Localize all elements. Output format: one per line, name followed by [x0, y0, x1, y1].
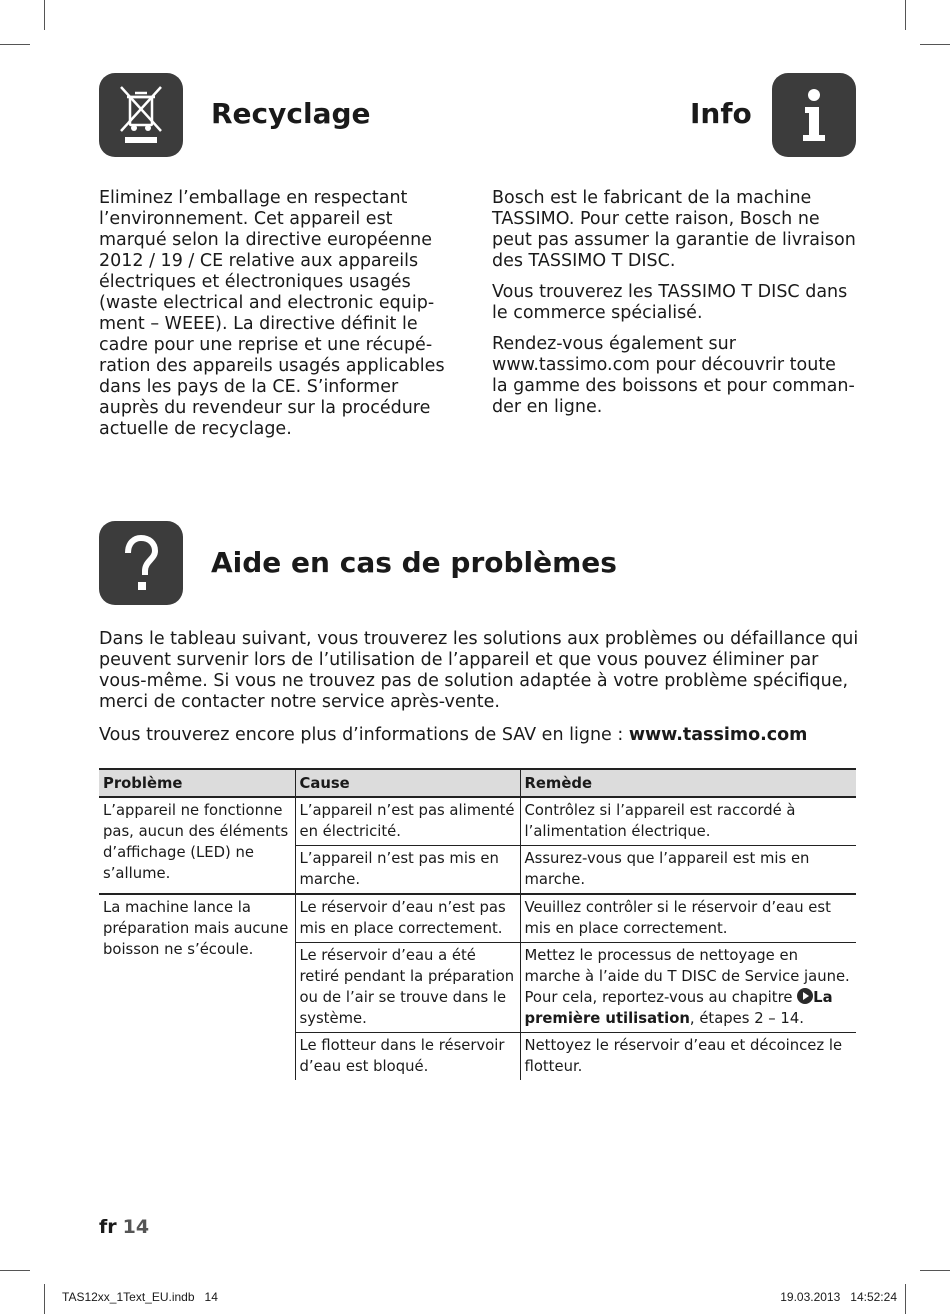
header-cause: Cause	[295, 769, 520, 797]
help-intro-paragraph: Dans le tableau suivant, vous trouverez les solutions aux problèmes ou défaillance qui peuvent survenir lors de l’utilisation de l’appareil et que vous pouvez éliminer par vous-même. Si vous ne trouvez pas de solution adaptée à votre problème spécifique, merci de contacter notre service après-vente.	[99, 629, 859, 712]
language-code: fr	[99, 1216, 117, 1238]
help-intro	[99, 629, 859, 756]
cause-cell: Le réservoir d’eau n’est pas mis en place correctement.	[295, 894, 520, 943]
crop-mark	[0, 44, 30, 45]
cause-cell: Le flotteur dans le réservoir d’eau est bloqué.	[295, 1033, 520, 1081]
info-i-icon	[772, 73, 856, 157]
chapter-ref-link[interactable]: La première utilisation	[524, 989, 833, 1027]
header-problem: Problème	[99, 769, 295, 797]
page-number	[99, 1216, 149, 1238]
info-paragraph-1: Bosch est le fabricant de la machine TASSIMO. Pour cette raison, Bosch ne peut pas assumer la garantie de livraison des TASSIMO T DISC.	[492, 188, 856, 271]
header-remedy: Remède	[520, 769, 856, 797]
date-slug: 19.03.2013 14:52:24	[780, 1290, 897, 1304]
crop-mark	[0, 1270, 30, 1271]
crop-mark	[920, 44, 950, 45]
remedy-cell: Assurez-vous que l’appareil est mis en marche.	[520, 846, 856, 895]
problem-cell: L’appareil ne fonctionne pas, aucun des éléments d’affichage (LED) ne s’allume.	[103, 802, 289, 882]
recycling-paragraph: Eliminez l’emballage en respectant l’environnement. Cet appareil est marqué selon la directive européenne 2012 / 19 / CE relative aux appareils électriques et électroniques usagés (waste electrical and electronic equipment – WEEE). La directive définit le cadre pour une reprise et une récupération des appareils usagés applicables dans les pays de la CE. S’informer auprès du revendeur sur la procédure actuelle de recyclage.	[99, 188, 445, 439]
cause-cell: L’appareil n’est pas alimenté en électricité.	[295, 797, 520, 846]
problem-cell: La machine lance la préparation mais aucune boisson ne s’écoule.	[99, 894, 295, 1080]
info-paragraph-3: Rendez-vous également sur www.tassimo.com pour découvrir toute la gamme des boissons et pour commander en ligne.	[492, 334, 855, 417]
remedy-cell	[520, 943, 856, 1033]
remedy-cell: Contrôlez si l’appareil est raccordé à l’alimentation électrique.	[520, 797, 856, 846]
file-slug: TAS12xx_1Text_EU.indb 14	[62, 1290, 218, 1304]
remedy-tail: , étapes 2 – 14.	[689, 1010, 804, 1027]
recycling-text	[99, 188, 461, 450]
recycling-title: Recyclage	[211, 97, 371, 130]
crop-mark	[920, 1270, 950, 1271]
help-title: Aide en cas de problèmes	[211, 546, 617, 579]
question-mark-icon	[99, 521, 183, 605]
info-title: Info	[690, 97, 752, 130]
crop-mark	[44, 0, 45, 30]
table-row	[99, 894, 856, 943]
troubleshooting-table	[99, 768, 856, 1080]
crop-mark	[905, 1284, 906, 1314]
help-online-link[interactable]: www.tassimo.com	[628, 725, 808, 745]
info-paragraph-2: Vous trouverez les TASSIMO T DISC dans le commerce spécialisé.	[492, 282, 848, 323]
table-row	[99, 797, 856, 846]
chapter-ref-icon	[797, 988, 813, 1004]
info-text	[492, 188, 856, 428]
remedy-cell: Nettoyez le réservoir d’eau et décoincez le flotteur.	[520, 1033, 856, 1081]
cause-cell: Le réservoir d’eau a été retiré pendant la préparation ou de l’air se trouve dans le système.	[295, 943, 520, 1033]
cause-cell: L’appareil n’est pas mis en marche.	[295, 846, 520, 895]
remedy-text: Mettez le processus de nettoyage en marche à l’aide du T DISC de Service jaune. Pour cela, reportez-vous au chapitre	[524, 947, 850, 1006]
help-online-line	[99, 725, 859, 746]
remedy-cell: Veuillez contrôler si le réservoir d’eau est mis en place correctement.	[520, 894, 856, 943]
table-header-row	[99, 769, 856, 797]
help-online-prefix: Vous trouverez encore plus d’informations de SAV en ligne :	[99, 725, 624, 745]
page-num: 14	[122, 1216, 150, 1238]
crop-mark	[905, 0, 906, 30]
weee-crossed-bin-icon	[99, 73, 183, 157]
crop-mark	[44, 1284, 45, 1314]
